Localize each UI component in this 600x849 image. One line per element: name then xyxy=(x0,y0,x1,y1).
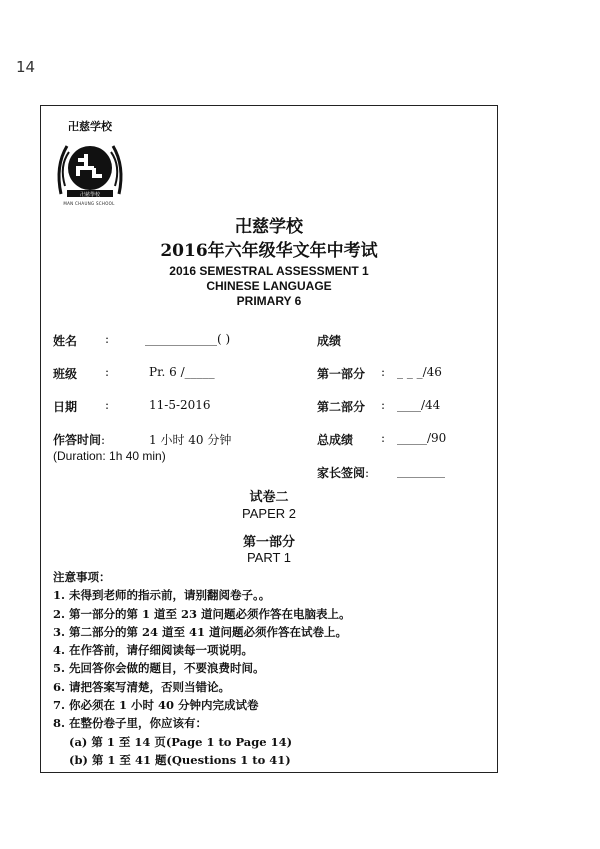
date-value: 11-5-2016 xyxy=(149,398,211,412)
instruction-item: 2. 第一部分的第 1 道至 23 道问题必须作答在电脑表上。 xyxy=(53,606,351,621)
page-number-mark: 14 xyxy=(16,58,36,76)
exam-title-en: 2016 SEMESTRAL ASSESSMENT 1 xyxy=(169,264,369,278)
total-colon: : xyxy=(381,431,386,445)
date-label: 日期 xyxy=(53,400,78,414)
part1-score-label: 第一部分 xyxy=(317,367,366,381)
logo-caption: MAN CHAUNG SCHOOL xyxy=(63,201,115,206)
parent-signature-label: 家长签阅 xyxy=(317,466,366,480)
part2-colon: : xyxy=(381,398,386,412)
instruction-item: 6. 请把答案写清楚，否则当错论。 xyxy=(53,679,231,694)
score-label: 成绩 xyxy=(317,334,342,348)
instruction-item: 4. 在作答前，请仔细阅读每一项说明。 xyxy=(53,643,254,658)
total-score-field[interactable]: _____/90 xyxy=(397,431,447,445)
time-colon: : xyxy=(101,433,106,447)
time-value: 1 小时 40 分钟 xyxy=(149,433,232,447)
paper-title-en: PAPER 2 xyxy=(242,506,296,521)
instruction-item: 5. 先回答你会做的题目，不要浪费时间。 xyxy=(53,661,265,676)
instruction-item: 3. 第二部分的第 24 道至 41 道问题必须作答在试卷上。 xyxy=(53,624,348,639)
instruction-item: 8. 在整份卷子里，你应该有： xyxy=(53,716,208,731)
part-title-cn: 第一部分 xyxy=(242,535,295,550)
duration-en: (Duration: 1h 40 min) xyxy=(53,449,166,463)
part2-score-field[interactable]: ____/44 xyxy=(397,398,441,412)
part2-score-label: 第二部分 xyxy=(317,400,366,414)
name-label: 姓名 xyxy=(53,334,78,348)
class-colon: : xyxy=(105,365,110,379)
parent-colon: : xyxy=(365,466,370,480)
subject-en: CHINESE LANGUAGE xyxy=(206,279,332,293)
name-field[interactable]: ____________( ) xyxy=(145,332,231,346)
instruction-sub-item: (a) 第 1 至 14 页(Page 1 to Page 14) xyxy=(69,734,293,749)
svg-text:卍慈學校: 卍慈學校 xyxy=(79,192,101,198)
date-colon: : xyxy=(105,398,110,412)
part1-score-field[interactable]: _ _ _/46 xyxy=(397,365,442,379)
level-en: PRIMARY 6 xyxy=(236,294,302,308)
parent-signature-field[interactable]: ________ xyxy=(397,464,445,478)
time-label: 作答时间 xyxy=(53,433,102,447)
instructions xyxy=(53,568,493,769)
cover-frame xyxy=(40,105,498,773)
total-score-label: 总成绩 xyxy=(317,433,354,447)
school-name: 卍慈学校 xyxy=(235,217,303,237)
part1-colon: : xyxy=(381,365,386,379)
part-title-en: PART 1 xyxy=(246,550,292,565)
svg-text:卍慈学校: 卍慈学校 xyxy=(68,120,112,133)
name-colon: : xyxy=(105,332,110,346)
instructions-title: 注意事项： xyxy=(53,570,111,584)
instruction-item: 7. 你必须在 1 小时 40 分钟内完成试卷 xyxy=(53,698,259,713)
paper-title-cn: 试卷二 xyxy=(249,490,289,505)
class-label: 班级 xyxy=(53,367,78,381)
instruction-item: 1. 未得到老师的指示前，请别翻阅卷子。。 xyxy=(53,588,271,603)
instruction-sub-item: (b) 第 1 至 41 题(Questions 1 to 41) xyxy=(69,752,291,767)
class-field[interactable]: Pr. 6 /_____ xyxy=(149,365,215,379)
exam-title: 2016年六年级华文年中考试 xyxy=(160,241,378,261)
